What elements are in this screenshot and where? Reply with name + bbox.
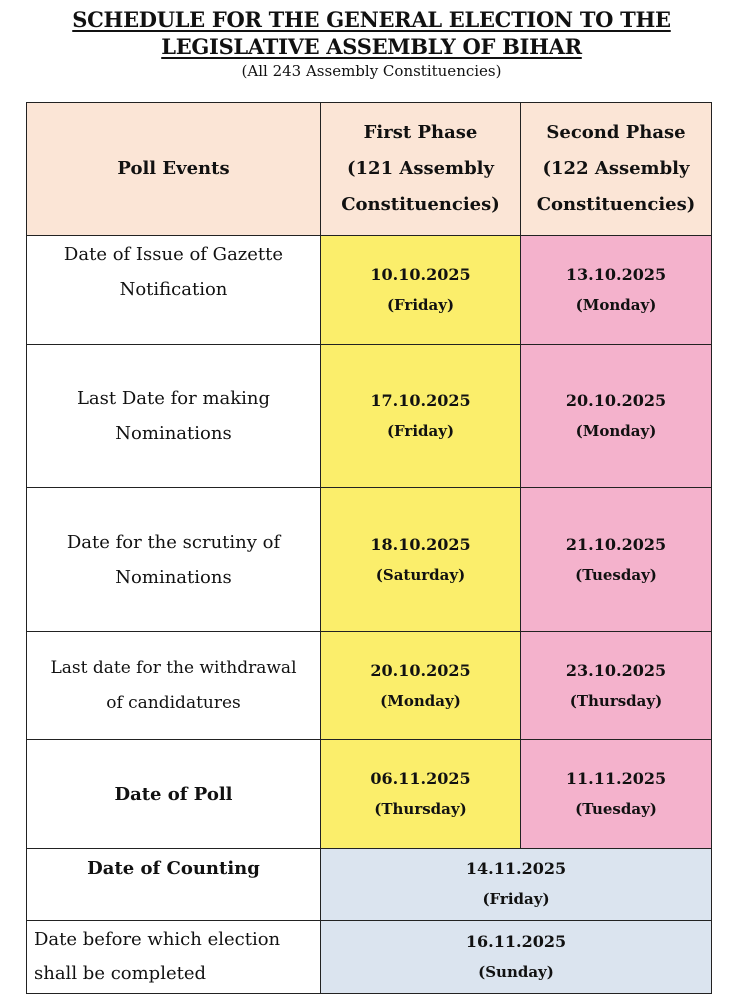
header-poll-events xyxy=(27,103,321,236)
header-first-phase-line: First Phase xyxy=(363,122,478,144)
phase1-date: 18.10.2025 xyxy=(370,534,471,554)
phase1-date-cell xyxy=(321,236,521,344)
schedule-table xyxy=(26,102,712,994)
table-row xyxy=(27,344,712,487)
event-line: shall be completed xyxy=(34,962,207,984)
phase2-date-cell xyxy=(521,740,712,848)
phase2-day: (Monday) xyxy=(575,421,657,440)
header-second-phase-line: Constituencies) xyxy=(536,194,696,216)
event-line: Nominations xyxy=(115,566,232,588)
phase1-day: (Friday) xyxy=(386,421,455,440)
phase2-date: 23.10.2025 xyxy=(565,660,667,680)
event-gazette-notification xyxy=(27,236,321,344)
event-withdrawal-candidatures xyxy=(27,632,321,740)
event-line: Last date for the withdrawal xyxy=(50,657,297,678)
page-subtitle: (All 243 Assembly Constituencies) xyxy=(241,62,502,80)
table-row xyxy=(27,920,712,993)
phase2-date: 20.10.2025 xyxy=(565,390,667,410)
event-date-of-counting xyxy=(27,848,321,920)
phase2-date-cell xyxy=(521,236,712,344)
phase2-date-cell xyxy=(521,632,712,740)
table-row xyxy=(27,632,712,740)
header-second-phase-line: (122 Assembly xyxy=(542,158,690,180)
phase2-day: (Thursday) xyxy=(569,691,663,710)
phase1-date-cell xyxy=(321,632,521,740)
phase1-day: (Friday) xyxy=(386,295,455,314)
page-title-line-1: SCHEDULE FOR THE GENERAL ELECTION TO THE xyxy=(72,7,671,32)
phase1-date-cell xyxy=(321,344,521,487)
phase2-date: 13.10.2025 xyxy=(565,264,667,284)
phase2-day: (Tuesday) xyxy=(575,800,657,818)
header-first-phase-line: (121 Assembly xyxy=(347,158,494,180)
phase2-day: (Tuesday) xyxy=(575,565,657,584)
phase2-day: (Monday) xyxy=(575,295,657,314)
event-line: Last Date for making xyxy=(76,387,271,409)
title-block xyxy=(0,6,743,81)
header-second-phase xyxy=(521,103,712,236)
event-date-of-poll xyxy=(27,740,321,848)
phase1-date: 17.10.2025 xyxy=(370,390,471,410)
event-last-date-nominations xyxy=(27,344,321,487)
table-row xyxy=(27,236,712,344)
counting-day: (Friday) xyxy=(482,890,550,909)
event-line: Date before which election xyxy=(34,928,281,950)
phase2-date: 11.11.2025 xyxy=(565,769,667,788)
header-first-phase xyxy=(321,103,521,236)
counting-date: 14.11.2025 xyxy=(465,859,567,879)
phase1-day: (Thursday) xyxy=(374,800,467,818)
event-line: Notification xyxy=(119,279,228,301)
event-line: Date for the scrutiny of xyxy=(66,531,281,553)
event-line: Date of Poll xyxy=(114,783,233,805)
event-election-completion xyxy=(27,920,321,993)
header-poll-events-label: Poll Events xyxy=(117,158,230,180)
event-line: of candidatures xyxy=(106,692,241,713)
event-scrutiny-nominations xyxy=(27,487,321,631)
completion-date: 16.11.2025 xyxy=(465,931,567,951)
table-header-row xyxy=(27,103,712,236)
completion-date-cell xyxy=(321,920,712,993)
table-row xyxy=(27,487,712,631)
header-second-phase-line: Second Phase xyxy=(546,122,686,144)
phase1-date: 20.10.2025 xyxy=(370,660,471,680)
phase2-date-cell xyxy=(521,344,712,487)
phase1-date: 10.10.2025 xyxy=(370,264,471,284)
phase1-date-cell xyxy=(321,740,521,848)
completion-day: (Sunday) xyxy=(478,962,554,981)
page-title-line-2: LEGISLATIVE ASSEMBLY OF BIHAR xyxy=(161,34,582,59)
counting-date-cell xyxy=(321,848,712,920)
phase1-day: (Monday) xyxy=(380,691,461,710)
phase1-date: 06.11.2025 xyxy=(370,769,471,788)
table-row xyxy=(27,740,712,848)
header-first-phase-line: Constituencies) xyxy=(341,194,500,216)
event-line: Date of Counting xyxy=(87,857,260,879)
phase2-date-cell xyxy=(521,487,712,631)
event-line: Date of Issue of Gazette xyxy=(63,244,284,266)
phase1-date-cell xyxy=(321,487,521,631)
phase1-day: (Saturday) xyxy=(375,565,466,584)
event-line: Nominations xyxy=(115,422,232,444)
phase2-date: 21.10.2025 xyxy=(565,534,667,554)
table-row xyxy=(27,848,712,920)
